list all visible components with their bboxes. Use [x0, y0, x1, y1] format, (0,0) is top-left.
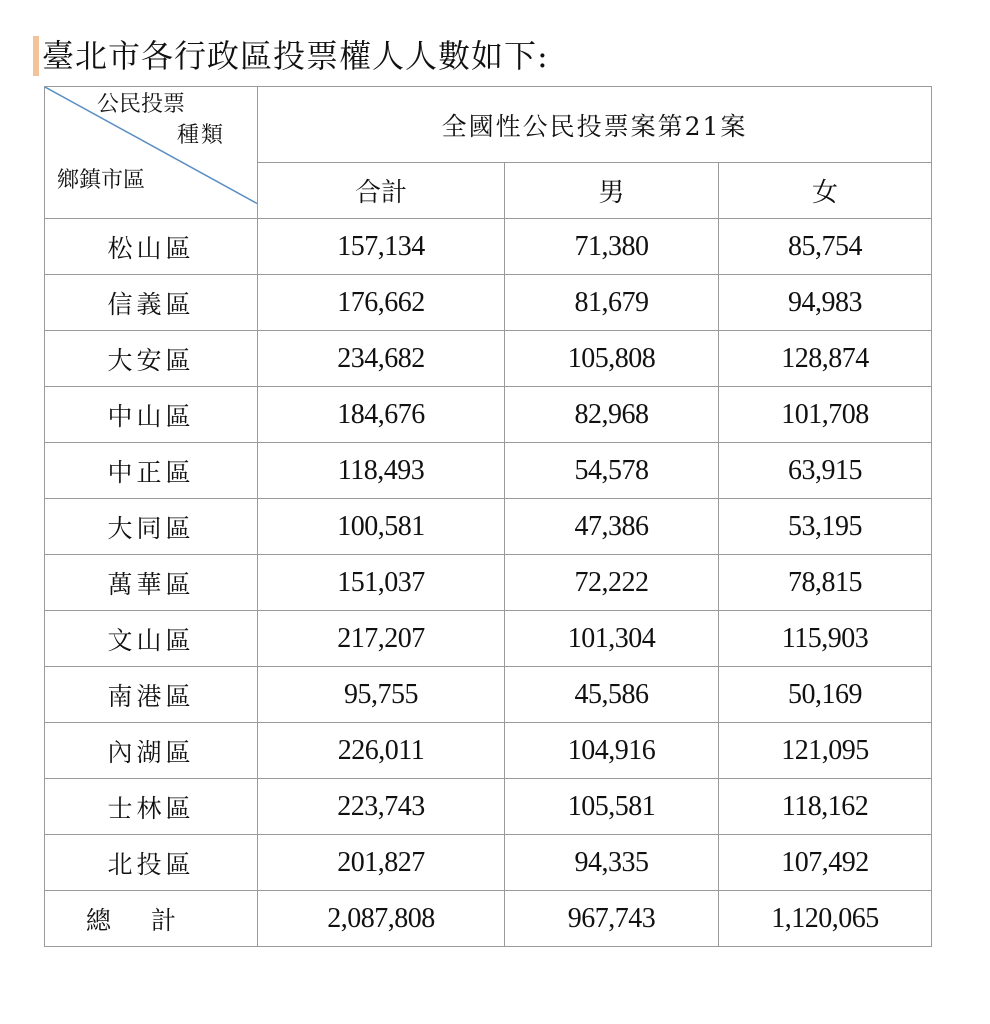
column-header-male: 男 [505, 163, 719, 219]
column-header-total: 合計 [258, 163, 505, 219]
grand-female-count: 1,120,065 [719, 891, 932, 947]
district-name: 大安區 [45, 331, 258, 387]
female-count: 101,708 [719, 387, 932, 443]
female-count: 50,169 [719, 667, 932, 723]
table-row [45, 499, 932, 555]
male-count: 105,581 [505, 779, 719, 835]
male-count: 54,578 [505, 443, 719, 499]
title-accent-bar [33, 36, 39, 76]
column-header-female: 女 [719, 163, 932, 219]
female-count: 128,874 [719, 331, 932, 387]
total-count: 201,827 [258, 835, 505, 891]
district-name: 中山區 [45, 387, 258, 443]
female-count: 78,815 [719, 555, 932, 611]
male-count: 71,380 [505, 219, 719, 275]
table-row [45, 387, 932, 443]
header-row-case [45, 87, 932, 163]
district-name: 松山區 [45, 219, 258, 275]
district-name: 信義區 [45, 275, 258, 331]
male-count: 45,586 [505, 667, 719, 723]
female-count: 118,162 [719, 779, 932, 835]
district-name: 南港區 [45, 667, 258, 723]
table-row [45, 443, 932, 499]
district-name: 內湖區 [45, 723, 258, 779]
district-name: 中正區 [45, 443, 258, 499]
case-header: 全國性公民投票案第21案 [258, 87, 932, 163]
total-count: 118,493 [258, 443, 505, 499]
table-row [45, 667, 932, 723]
table-row [45, 275, 932, 331]
table-row [45, 611, 932, 667]
table-row [45, 835, 932, 891]
table-row [45, 555, 932, 611]
district-name: 文山區 [45, 611, 258, 667]
male-count: 82,968 [505, 387, 719, 443]
table-row [45, 723, 932, 779]
female-count: 107,492 [719, 835, 932, 891]
male-count: 81,679 [505, 275, 719, 331]
total-count: 226,011 [258, 723, 505, 779]
total-count: 100,581 [258, 499, 505, 555]
total-row-label: 總計 [45, 891, 258, 947]
voter-count-table [44, 86, 932, 947]
female-count: 63,915 [719, 443, 932, 499]
page-title: 臺北市各行政區投票權人人數如下: [42, 37, 549, 75]
table-row [45, 331, 932, 387]
total-count: 234,682 [258, 331, 505, 387]
female-count: 121,095 [719, 723, 932, 779]
male-count: 47,386 [505, 499, 719, 555]
corner-label-type: 公民投票 [97, 92, 186, 117]
grand-male-count: 967,743 [505, 891, 719, 947]
total-count: 176,662 [258, 275, 505, 331]
district-name: 北投區 [45, 835, 258, 891]
total-row [45, 891, 932, 947]
total-count: 223,743 [258, 779, 505, 835]
table-row [45, 779, 932, 835]
corner-header-cell [45, 87, 258, 219]
total-count: 157,134 [258, 219, 505, 275]
male-count: 72,222 [505, 555, 719, 611]
male-count: 94,335 [505, 835, 719, 891]
corner-label-kind: 種類 [177, 123, 226, 148]
male-count: 104,916 [505, 723, 719, 779]
table-row [45, 219, 932, 275]
total-count: 95,755 [258, 667, 505, 723]
female-count: 53,195 [719, 499, 932, 555]
female-count: 115,903 [719, 611, 932, 667]
corner-label-district: 鄉鎮市區 [57, 168, 146, 193]
female-count: 85,754 [719, 219, 932, 275]
female-count: 94,983 [719, 275, 932, 331]
total-count: 217,207 [258, 611, 505, 667]
district-name: 大同區 [45, 499, 258, 555]
district-name: 萬華區 [45, 555, 258, 611]
male-count: 105,808 [505, 331, 719, 387]
district-name: 士林區 [45, 779, 258, 835]
total-count: 151,037 [258, 555, 505, 611]
grand-total-count: 2,087,808 [258, 891, 505, 947]
male-count: 101,304 [505, 611, 719, 667]
total-count: 184,676 [258, 387, 505, 443]
